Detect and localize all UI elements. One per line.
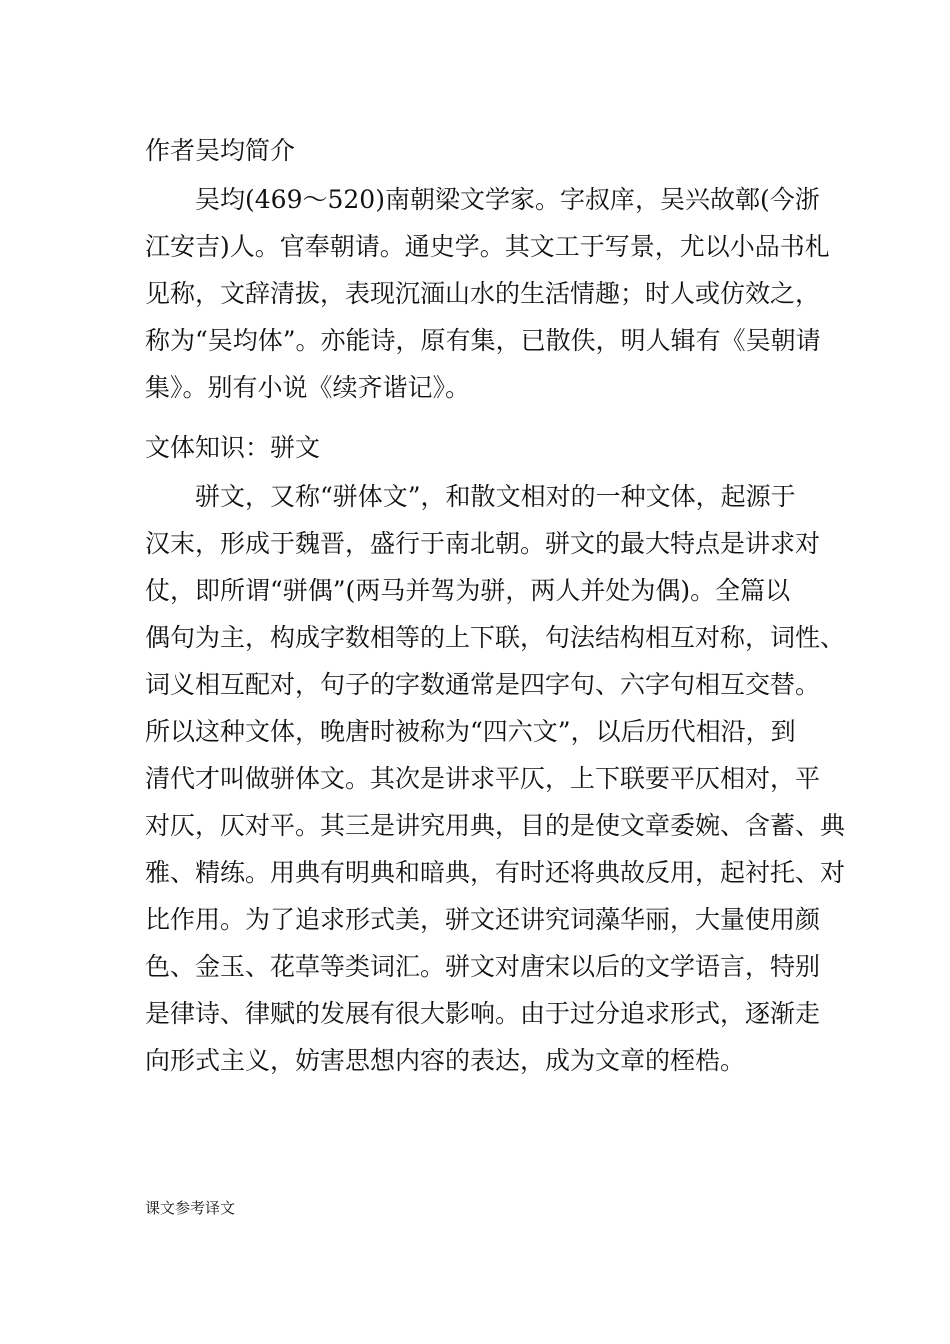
- paragraph-line: 词义相互配对，句子的字数通常是四字句、六字句相互交替。: [145, 670, 821, 699]
- paragraph-line: 汉末，形成于魏晋，盛行于南北朝。骈文的最大特点是讲求对: [145, 529, 821, 558]
- paragraph-line: 骈文，又称“骈体文”，和散文相对的一种文体，起源于: [195, 482, 796, 511]
- paragraph-author-bio: [145, 176, 830, 411]
- paragraph-line: 对仄，仄对平。其三是讲究用典，目的是使文章委婉、含蓄、典: [145, 811, 846, 840]
- paragraph-line: 清代才叫做骈体文。其次是讲求平仄，上下联要平仄相对，平: [145, 764, 821, 793]
- paragraph-line: 见称，文辞清拔，表现沉湎山水的生活情趣；时人或仿效之，: [145, 279, 821, 308]
- paragraph-line: 仗，即所谓“骈偶”(两马并驾为骈，两人并处为偶)。全篇以: [145, 576, 791, 605]
- paragraph-line: 称为“吴均体”。亦能诗，原有集，已散佚，明人辑有《吴朝请: [145, 326, 821, 355]
- paragraph-line: 集》。别有小说《续齐谐记》。: [145, 373, 471, 402]
- footer-next-section-title: 课文参考译文: [145, 1199, 236, 1217]
- paragraph-pianwen: [145, 473, 846, 1084]
- paragraph-line: 所以这种文体，晚唐时被称为“四六文”，以后历代相沿，到: [145, 717, 796, 746]
- paragraph-line: 江安吉)人。官奉朝请。通史学。其文工于写景，尤以小品书札: [145, 232, 830, 261]
- section-heading-author: 作者吴均简介: [145, 136, 296, 165]
- paragraph-line: 是律诗、律赋的发展有很大影响。由于过分追求形式，逐渐走: [145, 999, 821, 1028]
- section-heading-genre: 文体知识：骈文: [145, 433, 321, 462]
- paragraph-line: 雅、精练。用典有明典和暗典，有时还将典故反用，起衬托、对: [145, 858, 846, 887]
- paragraph-line: 吴均(469～520)南朝梁文学家。字叔庠，吴兴故鄣(今浙: [195, 185, 820, 214]
- paragraph-line: 偶句为主，构成字数相等的上下联，句法结构相互对称，词性、: [145, 623, 846, 652]
- paragraph-line: 色、金玉、花草等类词汇。骈文对唐宋以后的文学语言，特别: [145, 952, 821, 981]
- paragraph-line: 向形式主义，妨害思想内容的表达，成为文章的桎梏。: [145, 1046, 746, 1075]
- paragraph-line: 比作用。为了追求形式美，骈文还讲究词藻华丽，大量使用颜: [145, 905, 821, 934]
